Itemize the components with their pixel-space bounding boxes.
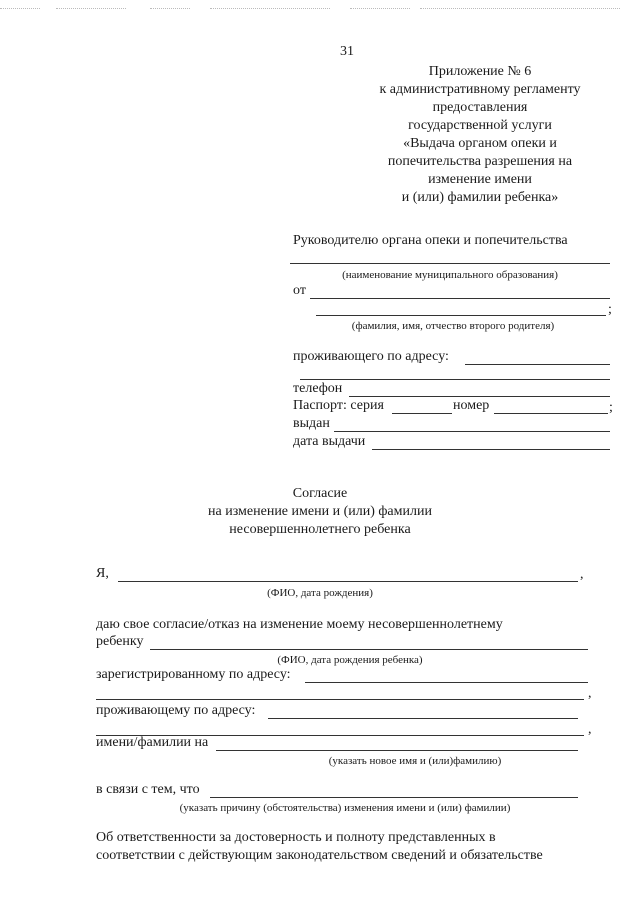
document-subtitle: несовершеннолетнего ребенка [229, 522, 411, 537]
registered-label: зарегистрированному по адресу: [96, 667, 291, 682]
document-subtitle: на изменение имени и (или) фамилии [208, 504, 432, 519]
issue-date-label: дата выдачи [293, 434, 366, 449]
responsibility-text: соответствии с действующим законодательством сведений и обязательстве [96, 848, 543, 863]
reason-hint: (указать причину (обстоятельства) изменения имени и (или) фамилии) [179, 802, 511, 814]
appendix-line: Приложение № 6 [428, 64, 532, 79]
municipal-field[interactable] [290, 263, 610, 264]
appendix-line: государственной услуги [408, 118, 552, 133]
fio-field[interactable] [118, 581, 578, 582]
from-field[interactable] [310, 298, 610, 299]
from-field-2[interactable] [316, 315, 606, 316]
address-field[interactable] [465, 364, 610, 365]
child-field[interactable] [150, 649, 588, 650]
municipal-hint: (наименование муниципального образования) [342, 269, 558, 281]
appendix-line: изменение имени [428, 172, 532, 187]
recipient-label: Руководителю органа опеки и попечительства [293, 233, 568, 248]
semicolon: ; [609, 400, 613, 415]
passport-series-label: Паспорт: серия [293, 398, 384, 413]
reason-field[interactable] [210, 797, 578, 798]
passport-number-label: номер [453, 398, 490, 413]
issued-field[interactable] [334, 431, 610, 432]
fio-hint: (ФИО, дата рождения) [267, 587, 373, 599]
appendix-line: «Выдача органом опеки и [403, 136, 557, 151]
document-title: Согласие [292, 486, 348, 501]
address-field-2[interactable] [300, 379, 610, 380]
address-label: проживающего по адресу: [293, 349, 449, 364]
name-change-label: имени/фамилии на [96, 735, 209, 750]
responsibility-text: Об ответственности за достоверность и полноту представленных в [96, 830, 496, 845]
issued-label: выдан [293, 416, 330, 431]
from-label: от [293, 283, 306, 298]
passport-number-field[interactable] [494, 413, 608, 414]
semicolon: ; [608, 302, 612, 317]
appendix-line: попечительства разрешения на [387, 154, 573, 169]
comma: , [580, 567, 584, 582]
name-change-field[interactable] [216, 750, 578, 751]
phone-field[interactable] [349, 396, 610, 397]
page-number: 31 [340, 44, 354, 59]
registered-field[interactable] [305, 682, 588, 683]
appendix-line: к административному регламенту [379, 82, 581, 97]
living-label: проживающему по адресу: [96, 703, 256, 718]
appendix-line: предоставления [432, 100, 528, 115]
i-label: Я, [96, 566, 109, 581]
comma: , [588, 722, 592, 737]
appendix-line: и (или) фамилии ребенка» [401, 190, 559, 205]
issue-date-field[interactable] [372, 449, 610, 450]
passport-series-field[interactable] [392, 413, 452, 414]
living-field[interactable] [268, 718, 578, 719]
comma: , [588, 686, 592, 701]
consent-text: даю свое согласие/отказ на изменение моему несовершеннолетнему [96, 617, 503, 632]
phone-label: телефон [293, 381, 343, 396]
child-hint: (ФИО, дата рождения ребенка) [277, 654, 423, 666]
parent-hint: (фамилия, имя, отчество второго родителя) [351, 320, 555, 332]
name-change-hint: (указать новое имя и (или)фамилию) [328, 755, 502, 767]
child-label: ребенку [96, 634, 144, 649]
reason-label: в связи с тем, что [96, 782, 200, 797]
registered-field-2[interactable] [96, 699, 584, 700]
